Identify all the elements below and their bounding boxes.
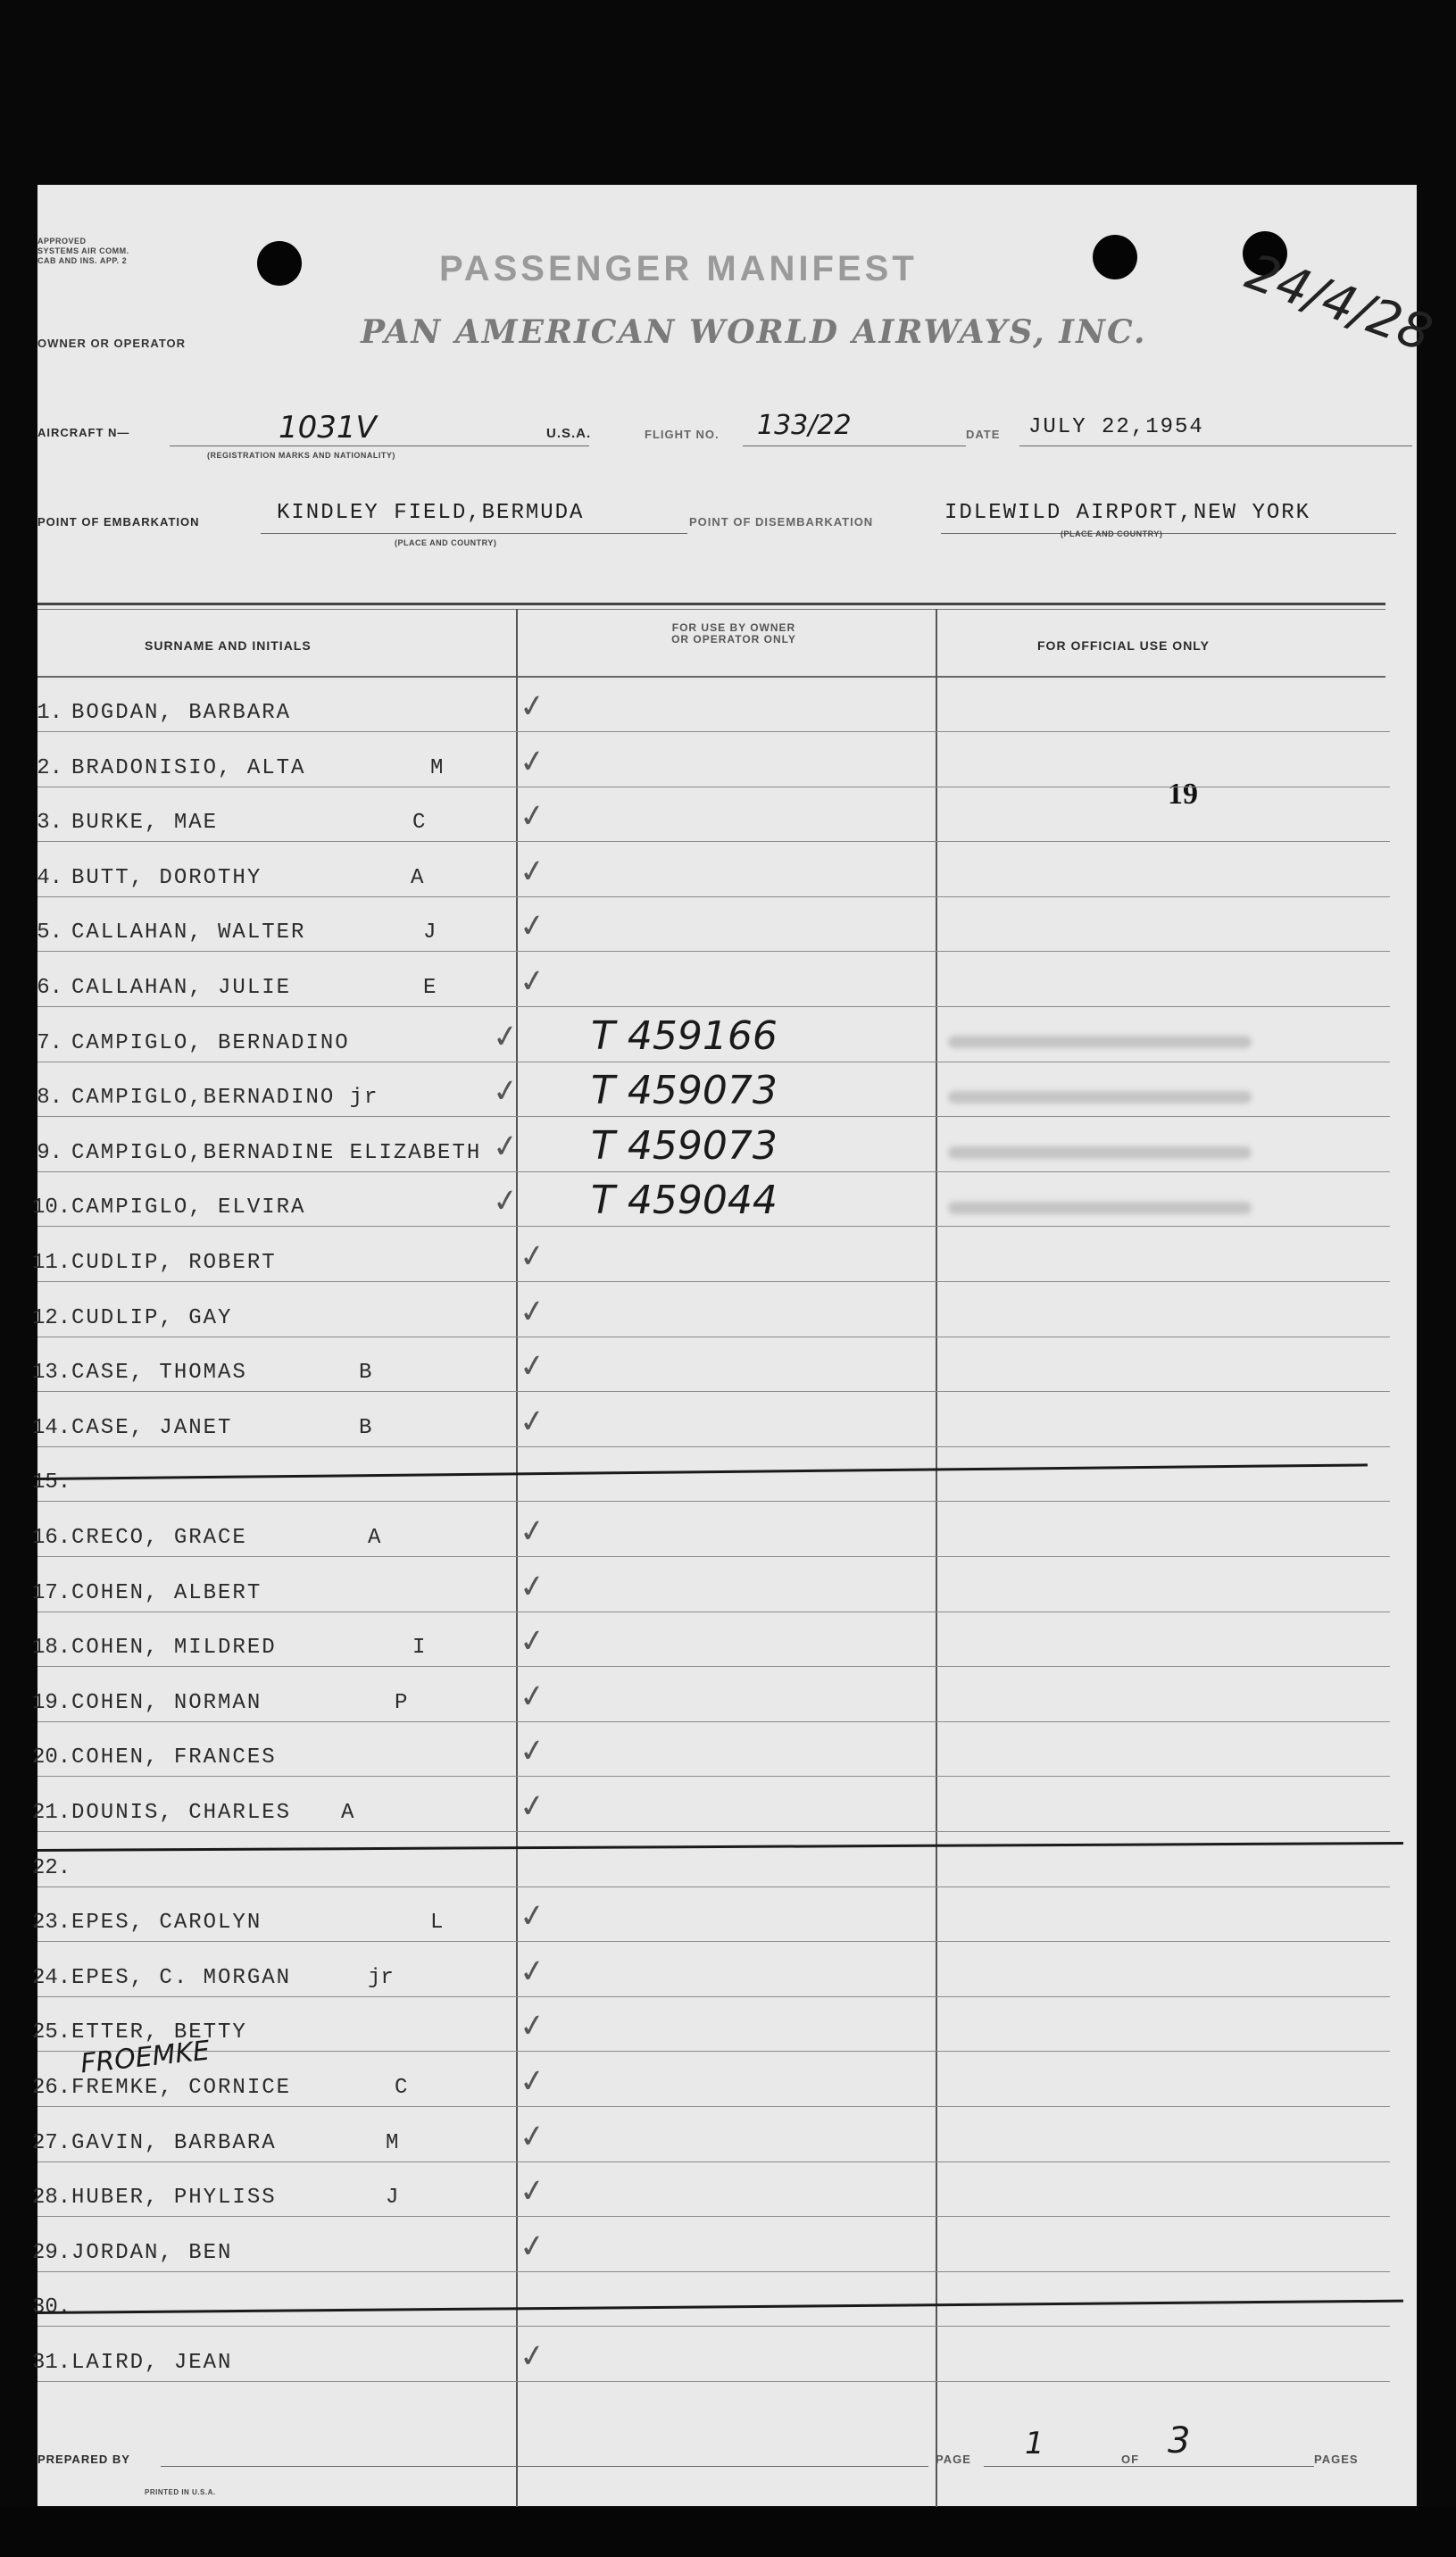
passenger-name: BOGDAN, BARBARA — [71, 701, 292, 725]
passenger-initial: C — [395, 2076, 408, 2100]
row-number: 30. — [32, 2295, 71, 2320]
row-number: 17. — [32, 1581, 71, 1605]
owner-ticket-number: T 459073 — [591, 1068, 778, 1113]
passenger-initial: A — [411, 866, 424, 890]
disembark-sublabel: (PLACE AND COUNTRY) — [1061, 529, 1163, 538]
aircraft-sublabel: (REGISTRATION MARKS AND NATIONALITY) — [207, 451, 395, 460]
passenger-initial: I — [412, 1636, 426, 1660]
checkmark-icon: ✓ — [519, 1787, 546, 1830]
row-divider — [37, 1281, 1390, 1282]
flight-label: FLIGHT NO. — [645, 428, 720, 441]
row-number: 26. — [32, 2076, 71, 2100]
checkmark-icon: ✓ — [519, 1952, 546, 1995]
passenger-name: COHEN, ALBERT — [71, 1581, 262, 1605]
erased-mark — [948, 1146, 1252, 1159]
owner-ticket-number: T 459166 — [591, 1013, 778, 1059]
row-divider — [37, 1501, 1390, 1502]
row-divider — [37, 1941, 1390, 1942]
row-divider — [37, 2216, 1390, 2217]
checkmark-icon: ✓ — [492, 1071, 520, 1115]
row-divider — [37, 2271, 1390, 2272]
checkmark-icon: ✓ — [492, 1017, 520, 1061]
manifest-sheet — [32, 185, 1440, 2506]
row-divider — [37, 1996, 1390, 1997]
col-header-official-use: FOR OFFICIAL USE ONLY — [1037, 638, 1210, 653]
page-underline — [984, 2466, 1171, 2467]
passenger-name: CAMPIGLO, ELVIRA — [71, 1195, 306, 1220]
passenger-name: JORDAN, BEN — [71, 2241, 233, 2265]
row-number: 18. — [32, 1636, 71, 1660]
row-number: 15. — [32, 1470, 71, 1495]
page-value: 1 — [1025, 2426, 1044, 2461]
checkmark-icon: ✓ — [519, 906, 546, 950]
table-top-rule-2 — [37, 609, 1385, 610]
passenger-name: BUTT, DOROTHY — [71, 866, 262, 890]
owner-ticket-number: T 459073 — [591, 1123, 778, 1169]
checkmark-icon: ✓ — [519, 2006, 546, 2050]
passenger-name: CUDLIP, GAY — [71, 1306, 233, 1330]
row-divider — [37, 1666, 1390, 1667]
column-divider — [516, 609, 518, 2555]
row-number: 27. — [32, 2131, 71, 2155]
passenger-name: CAMPIGLO,BERNADINE ELIZABETH — [71, 1141, 482, 1165]
official-note: 19 — [1168, 778, 1198, 811]
passenger-name: CRECO, GRACE — [71, 1526, 247, 1550]
disembark-value: IDLEWILD AIRPORT,NEW YORK — [944, 501, 1311, 525]
row-divider — [37, 1116, 1390, 1117]
row-divider — [37, 1721, 1390, 1722]
col-header-surname: SURNAME AND INITIALS — [145, 638, 312, 653]
checkmark-icon: ✓ — [492, 1127, 520, 1170]
checkmark-icon: ✓ — [519, 1237, 546, 1280]
strike-line — [37, 1463, 1368, 1480]
pages-value: 3 — [1168, 2420, 1191, 2461]
row-divider — [37, 2161, 1390, 2162]
passenger-initial: B — [359, 1416, 372, 1440]
owner-value: PAN AMERICAN WORLD AIRWAYS, INC. — [361, 313, 1147, 351]
strike-line — [37, 1842, 1403, 1852]
checkmark-icon: ✓ — [519, 962, 546, 1005]
approved-stamp — [37, 237, 129, 266]
of-label: OF — [1121, 2453, 1140, 2466]
passenger-initial: A — [368, 1526, 381, 1550]
aircraft-value: 1031V — [279, 410, 377, 446]
prepared-by-underline — [161, 2466, 928, 2467]
flight-value: 133/22 — [757, 410, 852, 441]
row-number: 23. — [32, 1911, 71, 1935]
row-number: 31. — [32, 2351, 71, 2375]
passenger-name: LAIRD, JEAN — [71, 2351, 233, 2375]
checkmark-icon: ✓ — [519, 2061, 546, 2105]
passenger-name: FREMKE, CORNICE — [71, 2076, 292, 2100]
checkmark-icon: ✓ — [519, 1292, 546, 1336]
passenger-name: HUBER, PHYLISS — [71, 2186, 277, 2210]
passenger-initial: J — [423, 920, 437, 945]
col-header-owner-use: FOR USE BY OWNER OR OPERATOR ONLY — [671, 621, 796, 645]
approved-stamp-line: CAB AND INS. APP. 2 — [37, 256, 128, 265]
row-number: 28. — [32, 2186, 71, 2210]
printed-label: PRINTED IN U.S.A. — [145, 2488, 216, 2496]
checkmark-icon: ✓ — [519, 2227, 546, 2270]
row-number: 11. — [32, 1251, 71, 1275]
table-header-rule — [37, 676, 1385, 678]
checkmark-icon: ✓ — [519, 2171, 546, 2215]
passenger-name: GAVIN, BARBARA — [71, 2131, 277, 2155]
row-number: 19. — [32, 1691, 71, 1715]
page-title: PASSENGER MANIFEST — [439, 249, 918, 288]
row-number: 22. — [32, 1856, 71, 1880]
passenger-initial: A — [341, 1801, 354, 1825]
handwritten-corner-note: 24/4/28 — [1238, 243, 1440, 363]
passenger-name: EPES, C. MORGAN — [71, 1966, 292, 1990]
passenger-name: CUDLIP, ROBERT — [71, 1251, 277, 1275]
embark-value: KINDLEY FIELD,BERMUDA — [277, 501, 585, 525]
row-divider — [37, 2051, 1390, 2052]
pages-label: PAGES — [1314, 2453, 1359, 2466]
aircraft-label: AIRCRAFT N— — [37, 426, 130, 439]
row-number: 5. — [37, 920, 62, 945]
prepared-by-label: PREPARED BY — [37, 2453, 130, 2466]
owner-ticket-number: T 459044 — [591, 1178, 778, 1223]
passenger-initial: J — [386, 2186, 399, 2210]
passenger-name: EPES, CAROLYN — [71, 1911, 262, 1935]
row-number: 2. — [37, 756, 62, 780]
approved-stamp-line: APPROVED — [37, 237, 87, 246]
row-number: 1. — [37, 701, 62, 725]
row-number: 3. — [37, 811, 62, 835]
strike-line — [37, 2300, 1403, 2314]
row-number: 20. — [32, 1745, 71, 1770]
checkmark-icon: ✓ — [519, 1346, 546, 1390]
passenger-name: ETTER, BETTY — [71, 2020, 247, 2045]
date-label: DATE — [966, 428, 1001, 441]
passenger-name: CALLAHAN, JULIE — [71, 976, 292, 1000]
passenger-name: CAMPIGLO,BERNADINO jr — [71, 1086, 379, 1110]
passenger-name: COHEN, FRANCES — [71, 1745, 277, 1770]
embark-label: POINT OF EMBARKATION — [37, 515, 200, 529]
passenger-initial: B — [359, 1361, 372, 1385]
passenger-initial: jr — [368, 1966, 394, 1990]
pages-underline — [1153, 2466, 1314, 2467]
usa-label: U.S.A. — [546, 426, 592, 441]
table-top-rule — [37, 603, 1385, 605]
checkmark-icon: ✓ — [519, 687, 546, 730]
checkmark-icon: ✓ — [519, 1567, 546, 1611]
date-value: JULY 22,1954 — [1028, 415, 1204, 439]
row-divider — [37, 896, 1390, 897]
disembark-label: POINT OF DISEMBARKATION — [689, 515, 874, 529]
passenger-name: CASE, THOMAS — [71, 1361, 247, 1385]
checkmark-icon: ✓ — [519, 1512, 546, 1555]
embark-underline — [261, 533, 687, 534]
row-number: 25. — [32, 2020, 71, 2045]
punch-hole — [257, 241, 302, 286]
passenger-name: BRADONISIO, ALTA — [71, 756, 306, 780]
passenger-name: CASE, JANET — [71, 1416, 233, 1440]
passenger-name: CALLAHAN, WALTER — [71, 920, 306, 945]
row-number: 29. — [32, 2241, 71, 2265]
passenger-name: DOUNIS, CHARLES — [71, 1801, 292, 1825]
owner-label: OWNER OR OPERATOR — [37, 337, 187, 350]
row-divider — [37, 2106, 1390, 2107]
passenger-name: COHEN, NORMAN — [71, 1691, 262, 1715]
erased-mark — [948, 1202, 1252, 1214]
passenger-initial: L — [430, 1911, 444, 1935]
row-divider — [37, 1556, 1390, 1557]
passenger-initial: M — [430, 756, 444, 780]
row-number: 12. — [32, 1306, 71, 1330]
page-label: PAGE — [936, 2453, 971, 2466]
row-divider — [37, 2326, 1390, 2327]
disembark-underline — [941, 533, 1396, 534]
column-divider — [936, 609, 937, 2555]
row-number: 9. — [37, 1141, 62, 1165]
checkmark-icon: ✓ — [519, 742, 546, 786]
checkmark-icon: ✓ — [519, 852, 546, 895]
erased-mark — [948, 1091, 1252, 1104]
handwritten-correction: FROEMKE — [79, 2035, 212, 2080]
approved-stamp-line: SYSTEMS AIR COMM. — [37, 246, 129, 255]
row-divider — [37, 1006, 1390, 1007]
passenger-initial: C — [412, 811, 426, 835]
passenger-initial: E — [423, 976, 437, 1000]
row-divider — [37, 1446, 1390, 1447]
row-divider — [37, 731, 1390, 732]
row-divider — [37, 951, 1390, 952]
row-number: 16. — [32, 1526, 71, 1550]
passenger-name: CAMPIGLO, BERNADINO — [71, 1031, 350, 1055]
passenger-initial: P — [395, 1691, 408, 1715]
checkmark-icon: ✓ — [492, 1181, 520, 1225]
row-number: 24. — [32, 1966, 71, 1990]
checkmark-icon: ✓ — [519, 1731, 546, 1775]
checkmark-icon: ✓ — [519, 2336, 546, 2380]
row-number: 4. — [37, 866, 62, 890]
row-divider — [37, 1226, 1390, 1227]
row-number: 7. — [37, 1031, 62, 1055]
passenger-name: BURKE, MAE — [71, 811, 219, 835]
row-number: 8. — [37, 1086, 62, 1110]
erased-mark — [948, 1036, 1252, 1048]
embark-sublabel: (PLACE AND COUNTRY) — [395, 538, 497, 547]
checkmark-icon: ✓ — [519, 1402, 546, 1445]
row-divider — [37, 1831, 1390, 1832]
checkmark-icon: ✓ — [519, 1621, 546, 1665]
row-divider — [37, 1391, 1390, 1392]
checkmark-icon: ✓ — [519, 1677, 546, 1720]
row-number: 21. — [32, 1801, 71, 1825]
row-number: 13. — [32, 1361, 71, 1385]
checkmark-icon: ✓ — [519, 796, 546, 840]
row-divider — [37, 1776, 1390, 1777]
row-number: 14. — [32, 1416, 71, 1440]
passenger-name: COHEN, MILDRED — [71, 1636, 277, 1660]
checkmark-icon: ✓ — [519, 2117, 546, 2161]
row-number: 10. — [32, 1195, 71, 1220]
punch-hole — [1093, 235, 1137, 279]
row-divider — [37, 2381, 1390, 2382]
row-number: 6. — [37, 976, 62, 1000]
row-divider — [37, 1171, 1390, 1172]
row-divider — [37, 841, 1390, 842]
checkmark-icon: ✓ — [519, 1896, 546, 1940]
scan-border — [0, 2507, 1456, 2557]
passenger-initial: M — [386, 2131, 399, 2155]
